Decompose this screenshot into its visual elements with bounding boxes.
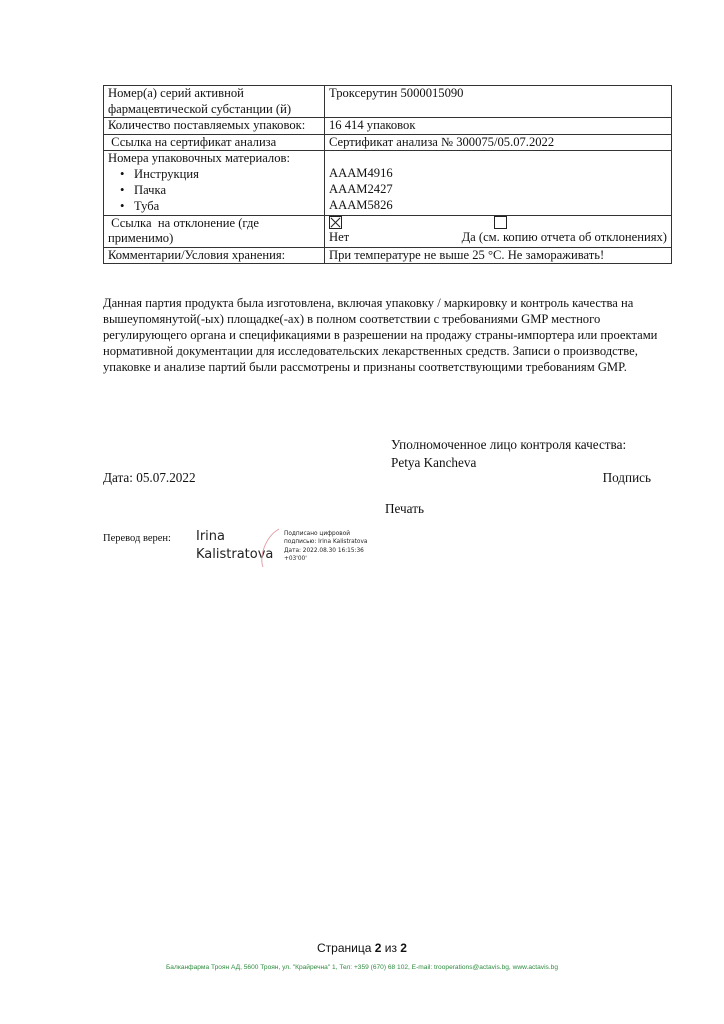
- qp-name: Petya Kancheva: [391, 455, 477, 470]
- translation-label: Перевод верен:: [103, 533, 171, 544]
- row-value: При температуре не выше 25 °С. Не замораживать!: [325, 247, 672, 264]
- translator-last-name: Kalistratova: [196, 547, 274, 562]
- packaging-code: AAAM5826: [329, 198, 393, 212]
- batch-info-table: [103, 85, 672, 264]
- signature-label: Подпись: [602, 470, 651, 485]
- row-label: Ссылка на сертификат анализа: [104, 134, 325, 151]
- packaging-label: Номера упаковочных материалов:: [108, 151, 290, 165]
- option-no-label: Нет: [329, 229, 350, 244]
- row-label: Комментарии/Условия хранения:: [104, 247, 325, 264]
- packaging-cell: [104, 151, 325, 216]
- table-row: [104, 86, 672, 118]
- table-row: [104, 118, 672, 135]
- option-yes-label: Да (см. копию отчета об отклонениях): [461, 229, 667, 244]
- page-number: Страница 2 из 2: [317, 941, 407, 955]
- row-label: Количество поставляемых упаковок:: [104, 118, 325, 135]
- company-footer: Балканфарма Троян АД, 5600 Троян, ул. "Крайречна" 1, Тел: +359 (670) 68 102, E-mail: trooperations@actavis.bg, www.actavis.bg: [165, 964, 559, 971]
- list-item: • Пачка: [108, 183, 320, 199]
- checkbox-yes[interactable]: [494, 216, 507, 229]
- table-row: [104, 247, 672, 264]
- signature-stroke-icon: [255, 527, 285, 569]
- row-value: Сертификат анализа № 300075/05.07.2022: [325, 134, 672, 151]
- date-text: Дата: 05.07.2022: [103, 470, 196, 485]
- deviation-options: [325, 215, 672, 247]
- stamp-label: Печать: [385, 501, 424, 516]
- row-label: Ссылка на отклонение (где применимо): [104, 215, 325, 247]
- table-row: [104, 134, 672, 151]
- packaging-code: AAAM2427: [329, 182, 393, 196]
- qp-title: Уполномоченное лицо контроля качества:: [391, 437, 627, 452]
- gmp-statement: Данная партия продукта была изготовлена, включая упаковку / маркировку и контроль качества на вышеупомянутой(-ых) площадке(-ах) в полном соответствии с требованиями GMP местного регулирующего органа и спецификациями в разрешении на продажу страны-импортера или проектами нормативной документации для исследовательских лекарственных средств. Записи о производстве, упаковке и анализе партий были рассмотрены и признаны соответствующими требованиям GMP.: [103, 296, 658, 375]
- packaging-list: [108, 167, 320, 215]
- list-item: • Инструкция: [108, 167, 320, 183]
- digital-signature-info: Подписано цифровой подписью: Irina Kalistratova Дата: 2022.08.30 16:15:36 +03'00': [284, 531, 368, 563]
- row-value: Троксерутин 5000015090: [325, 86, 672, 118]
- row-label: Номер(а) серий активной фармацевтической субстанции (й): [104, 86, 325, 118]
- deviation-row: [104, 215, 672, 247]
- checkbox-no[interactable]: [329, 216, 342, 229]
- row-value: 16 414 упаковок: [325, 118, 672, 135]
- packaging-row: [104, 151, 672, 216]
- packaging-codes-cell: [325, 151, 672, 216]
- list-item: • Туба: [108, 199, 320, 215]
- packaging-code: AAAM4916: [329, 166, 393, 180]
- translator-first-name: Irina: [196, 529, 225, 544]
